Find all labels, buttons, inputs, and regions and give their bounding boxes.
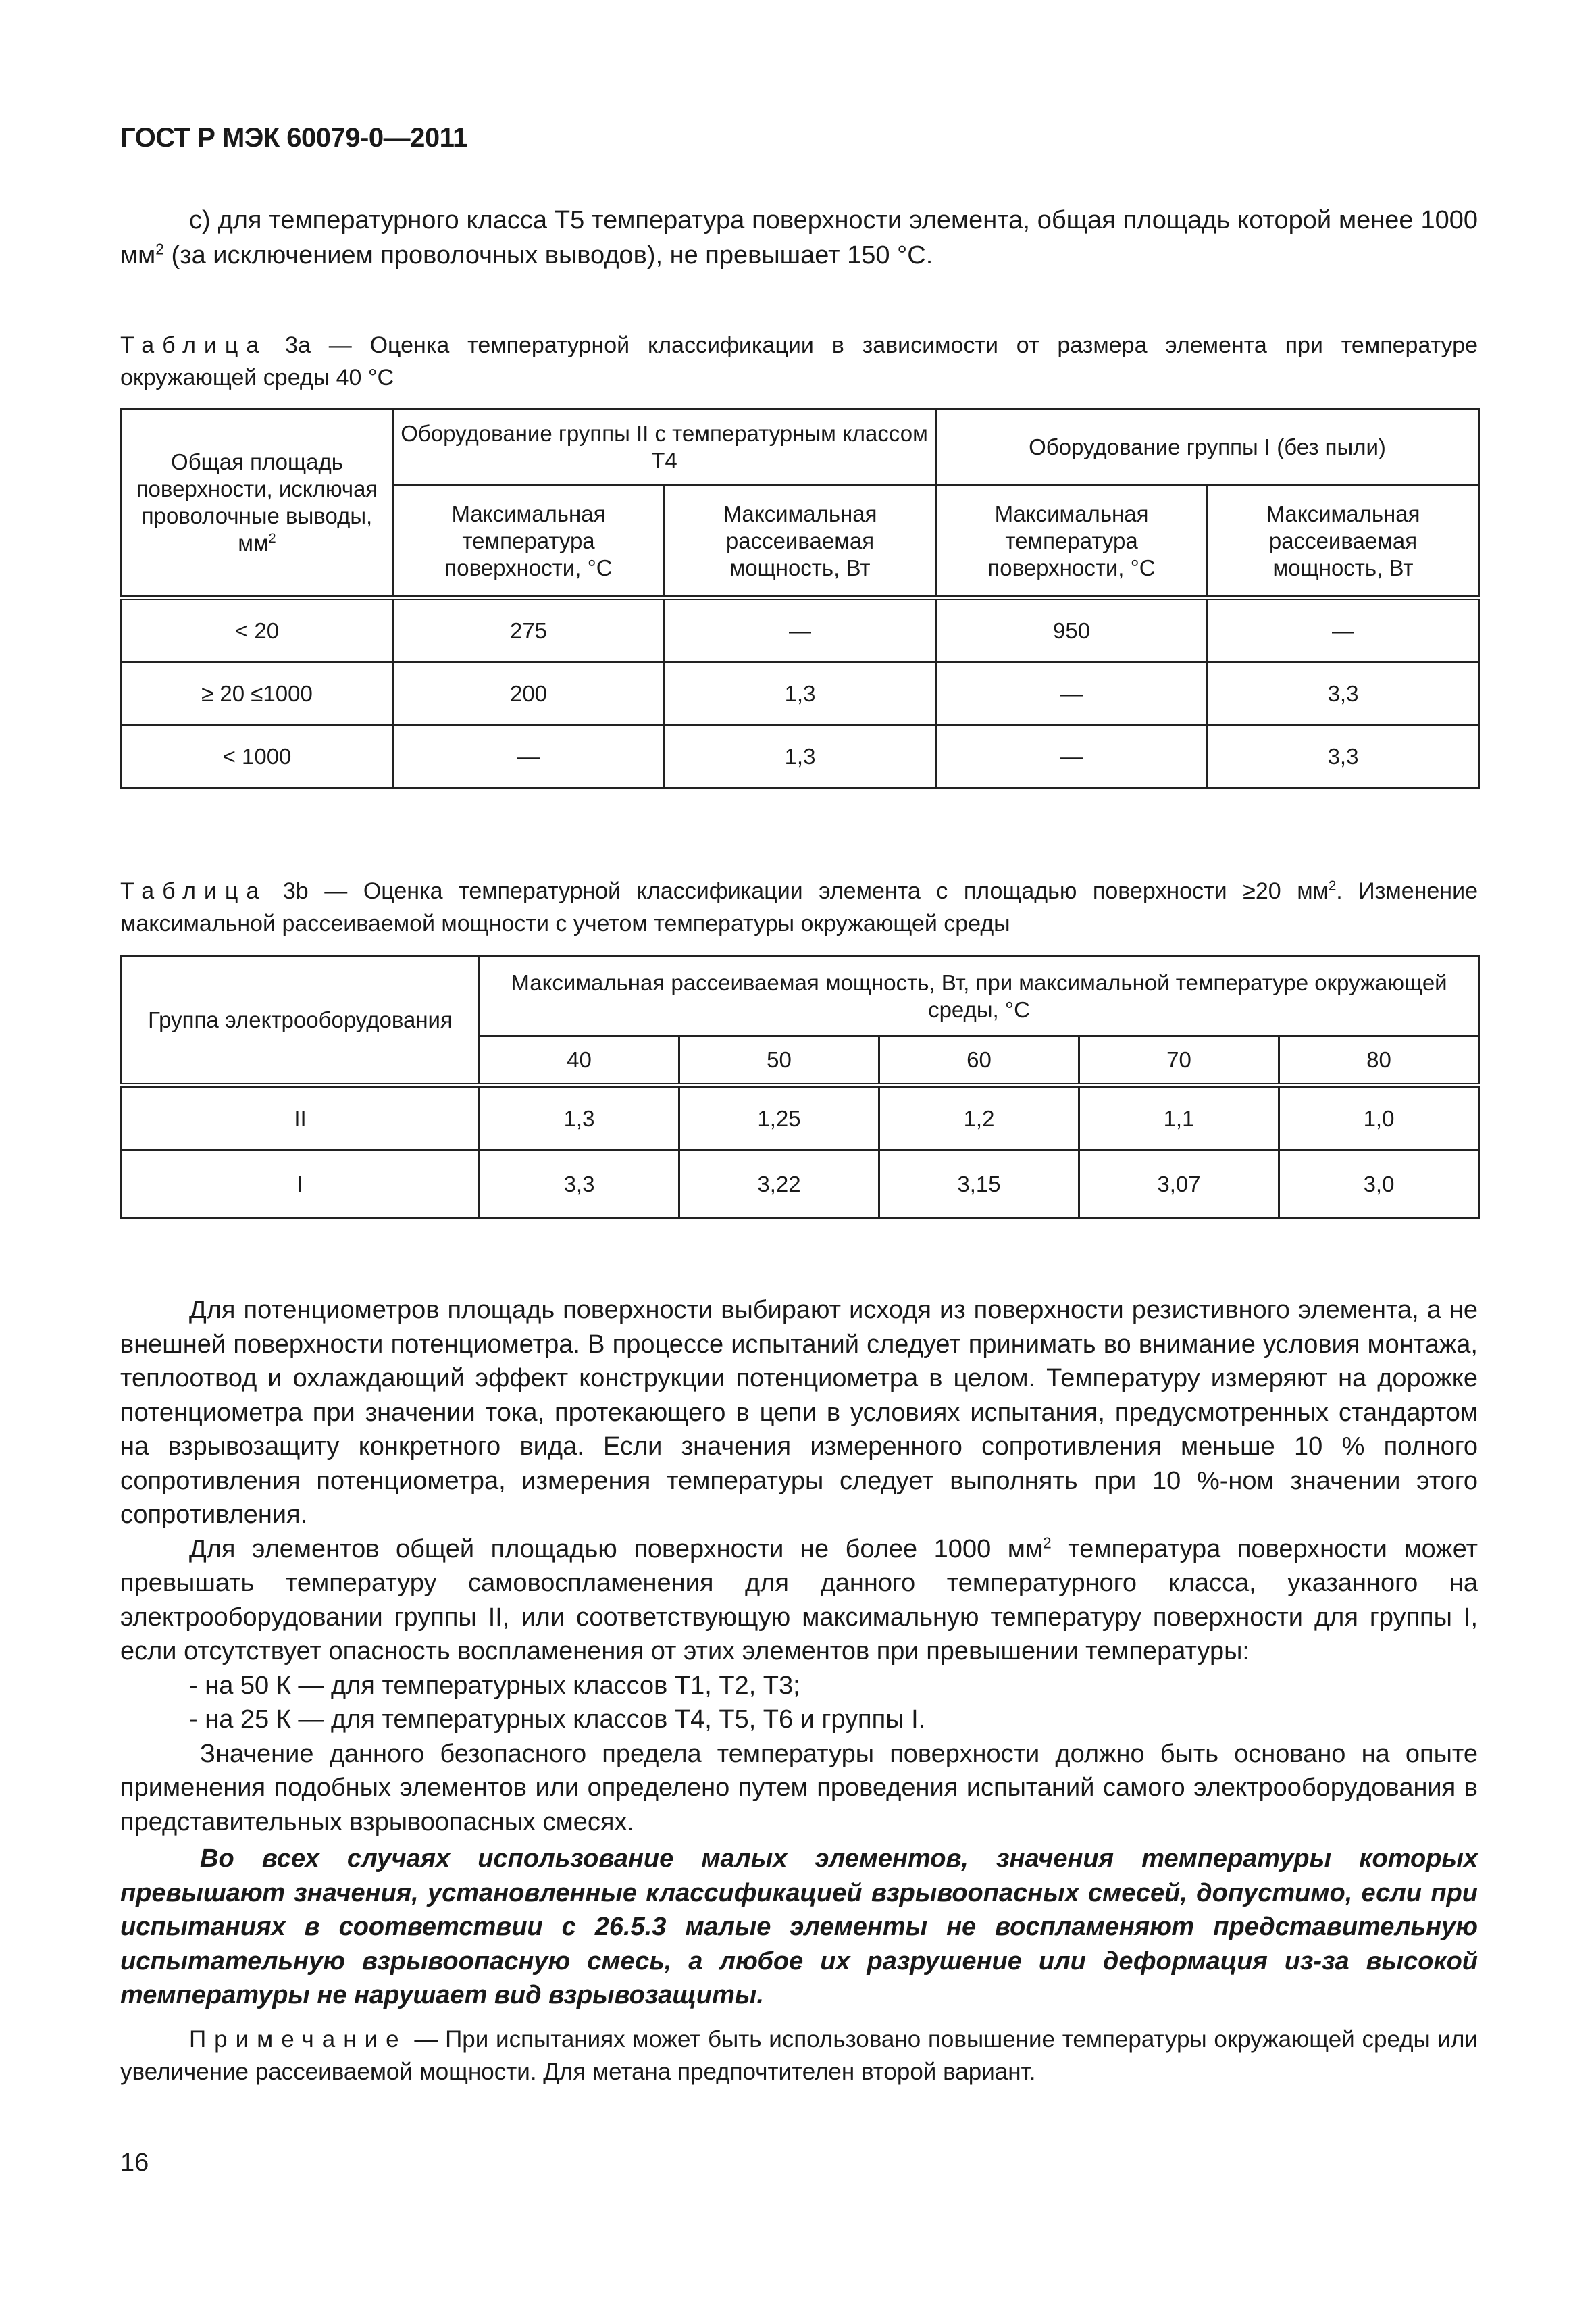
table-3b-temp-70: 70 — [1079, 1036, 1279, 1086]
note-label: Примечание — [189, 2026, 407, 2053]
table-3a-subheader-power-i: Максимальная рассеиваемая мощность, Вт — [1208, 486, 1479, 598]
list-item: - на 50 К — для температурных классов Т1, Т2, Т3; — [189, 1671, 800, 1700]
table-3a — [120, 408, 1480, 789]
table-row — [122, 726, 1479, 788]
table-cell: 3,07 — [1079, 1151, 1279, 1219]
intro-paragraph — [120, 203, 1478, 273]
table-cell: — — [665, 598, 936, 663]
table-3b-header-group: Группа электрооборудования — [122, 957, 480, 1086]
table-3a-caption-label: Таблица — [120, 332, 267, 358]
table-3b — [120, 955, 1480, 1219]
table-cell: 1,25 — [679, 1086, 879, 1151]
table-3a-subheader-temp-ii: Максимальная температура поверхности, °С — [393, 486, 665, 598]
table-cell: < 20 — [122, 598, 393, 663]
paragraph-small-elements: Для элементов общей площадью поверхности не более 1000 $мм^2$ температура поверхности может превышать температуру самовоспламенения для данного температурного класса, указанного на электрооборудовании группы II, или соответствующую максимальную температуру поверхности для группы I, если отсутствует опасность воспламенения от этих элементов при превышении температуры: — [120, 1533, 1478, 1665]
intro-line-2-pre: 1000 мм — [120, 206, 1478, 270]
paragraph-potentiometers: Для потенциометров площадь поверхности выбирают исходя из поверхности резистивного элемента, а не внешней поверхности потенциометра. В процессе испытаний следует принимать во внимание условия монтажа, теплоотвод и охлаждающий эффект конструкции потенциометра в целом. Температуру измеряют на дорожке потенциометра при значении тока, протекающего в цепи в условиях испытания, предусмотренных стандартом на взрывозащиту конкретного вида. Если значения измеренного сопротивления меньше 10 % полного сопротивления потенциометра, измерения температуры следует выполнять при 10 %-ном значении этого сопротивления. — [120, 1296, 1478, 1529]
note-text: — При испытаниях может быть использовано повышение температуры окружающей среды или увеличение рассеиваемой мощности. Для метана предпочтителен второй вариант. — [120, 2026, 1478, 2085]
table-3b-temp-40: 40 — [480, 1036, 679, 1086]
table-cell: — — [1208, 598, 1479, 663]
table-cell: 1,3 — [665, 663, 936, 726]
table-3a-subheader-temp-i: Максимальная температура поверхности, °С — [936, 486, 1208, 598]
table-cell: 3,0 — [1279, 1151, 1479, 1219]
table-cell: 3,3 — [1208, 726, 1479, 788]
table-cell: 1,0 — [1279, 1086, 1479, 1151]
table-3b-caption-pre: 3b — Оценка температурной классификации элемента с площадью поверхности ≥20 мм — [267, 878, 1329, 904]
table-row — [122, 1086, 1479, 1151]
table-cell: 950 — [936, 598, 1208, 663]
table-3b-temp-80: 80 — [1279, 1036, 1479, 1086]
table-cell: < 1000 — [122, 726, 393, 788]
body-text — [120, 1293, 1478, 2013]
table-3a-caption — [120, 329, 1478, 394]
paragraph-safety-margin: Значение данного безопасного предела температуры поверхности должно быть основано на опыте применения подобных элементов или определено путем проведения испытаний самого электрооборудования в представительных взрывоопасных смесях. — [120, 1739, 1478, 1836]
table-3b-caption-sup: 2 — [1328, 878, 1337, 894]
table-cell: 200 — [393, 663, 665, 726]
table-cell: 3,3 — [480, 1151, 679, 1219]
table-3b-caption-label: Таблица — [120, 878, 267, 904]
table-row — [122, 663, 1479, 726]
table-cell: II — [122, 1086, 480, 1151]
list-item: - на 25 К — для температурных классов Т4, Т5, Т6 и группы I. — [189, 1705, 926, 1734]
intro-line-2-post: (за исключением проволочных выводов), не превышает 150 °С. — [163, 241, 933, 270]
table-3b-header-power: Максимальная рассеиваемая мощность, Вт, при максимальной температуре окружающей среды, °С — [480, 957, 1479, 1036]
table-cell: 1,3 — [480, 1086, 679, 1151]
table-3b-caption — [120, 875, 1478, 940]
table-cell: — — [936, 663, 1208, 726]
note — [120, 2023, 1478, 2088]
document-header: ГОСТ Р МЭК 60079-0—2011 — [120, 123, 467, 153]
table-3a-header-group-ii: Оборудование группы II с температурным классом Т4 — [393, 409, 936, 486]
intro-line-2-sup: 2 — [155, 240, 164, 258]
table-3a-header-area: Общая площадь поверхности, исключая проволочные выводы, $мм^2$ — [122, 409, 393, 598]
table-row — [122, 598, 1479, 663]
table-cell: 3,3 — [1208, 663, 1479, 726]
table-row — [122, 1151, 1479, 1219]
table-cell: — — [393, 726, 665, 788]
table-3a-header-group-i: Оборудование группы I (без пыли) — [936, 409, 1479, 486]
page-number: 16 — [120, 2148, 149, 2177]
table-cell: — — [936, 726, 1208, 788]
table-cell: 1,1 — [1079, 1086, 1279, 1151]
table-3b-caption-post: . Изменение максимальной рассеиваемой мощности с учетом температуры окружающей среды — [120, 878, 1478, 936]
table-cell: ≥ 20 ≤1000 — [122, 663, 393, 726]
table-3a-subheader-power-ii: Максимальная рассеиваемая мощность, Вт — [665, 486, 936, 598]
table-cell: I — [122, 1151, 480, 1219]
table-cell: 1,3 — [665, 726, 936, 788]
table-3a-caption-text: 3а — Оценка температурной классификации в зависимости от размера элемента при температуре окружающей среды 40 °С — [120, 332, 1478, 391]
table-cell: 275 — [393, 598, 665, 663]
table-3b-temp-60: 60 — [879, 1036, 1079, 1086]
paragraph-ignition-test: Во всех случаях использование малых элементов, значения температуры которых превышают значения, установленные классификацией взрывоопасных смесей, допустимо, если при испытаниях в соответствии с 26.5.3 малые элементы не воспламеняют представительную испытательную взрывоопасную смесь, а любое их разрушение или деформация из-за высокой температуры не нарушает вид взрывозащиты. — [120, 1844, 1478, 2009]
table-cell: 1,2 — [879, 1086, 1079, 1151]
table-cell: 3,15 — [879, 1151, 1079, 1219]
intro-line-1: с) для температурного класса Т5 температура поверхности элемента, общая площадь которой менее — [189, 206, 1414, 234]
table-cell: 3,22 — [679, 1151, 879, 1219]
table-3b-temp-50: 50 — [679, 1036, 879, 1086]
